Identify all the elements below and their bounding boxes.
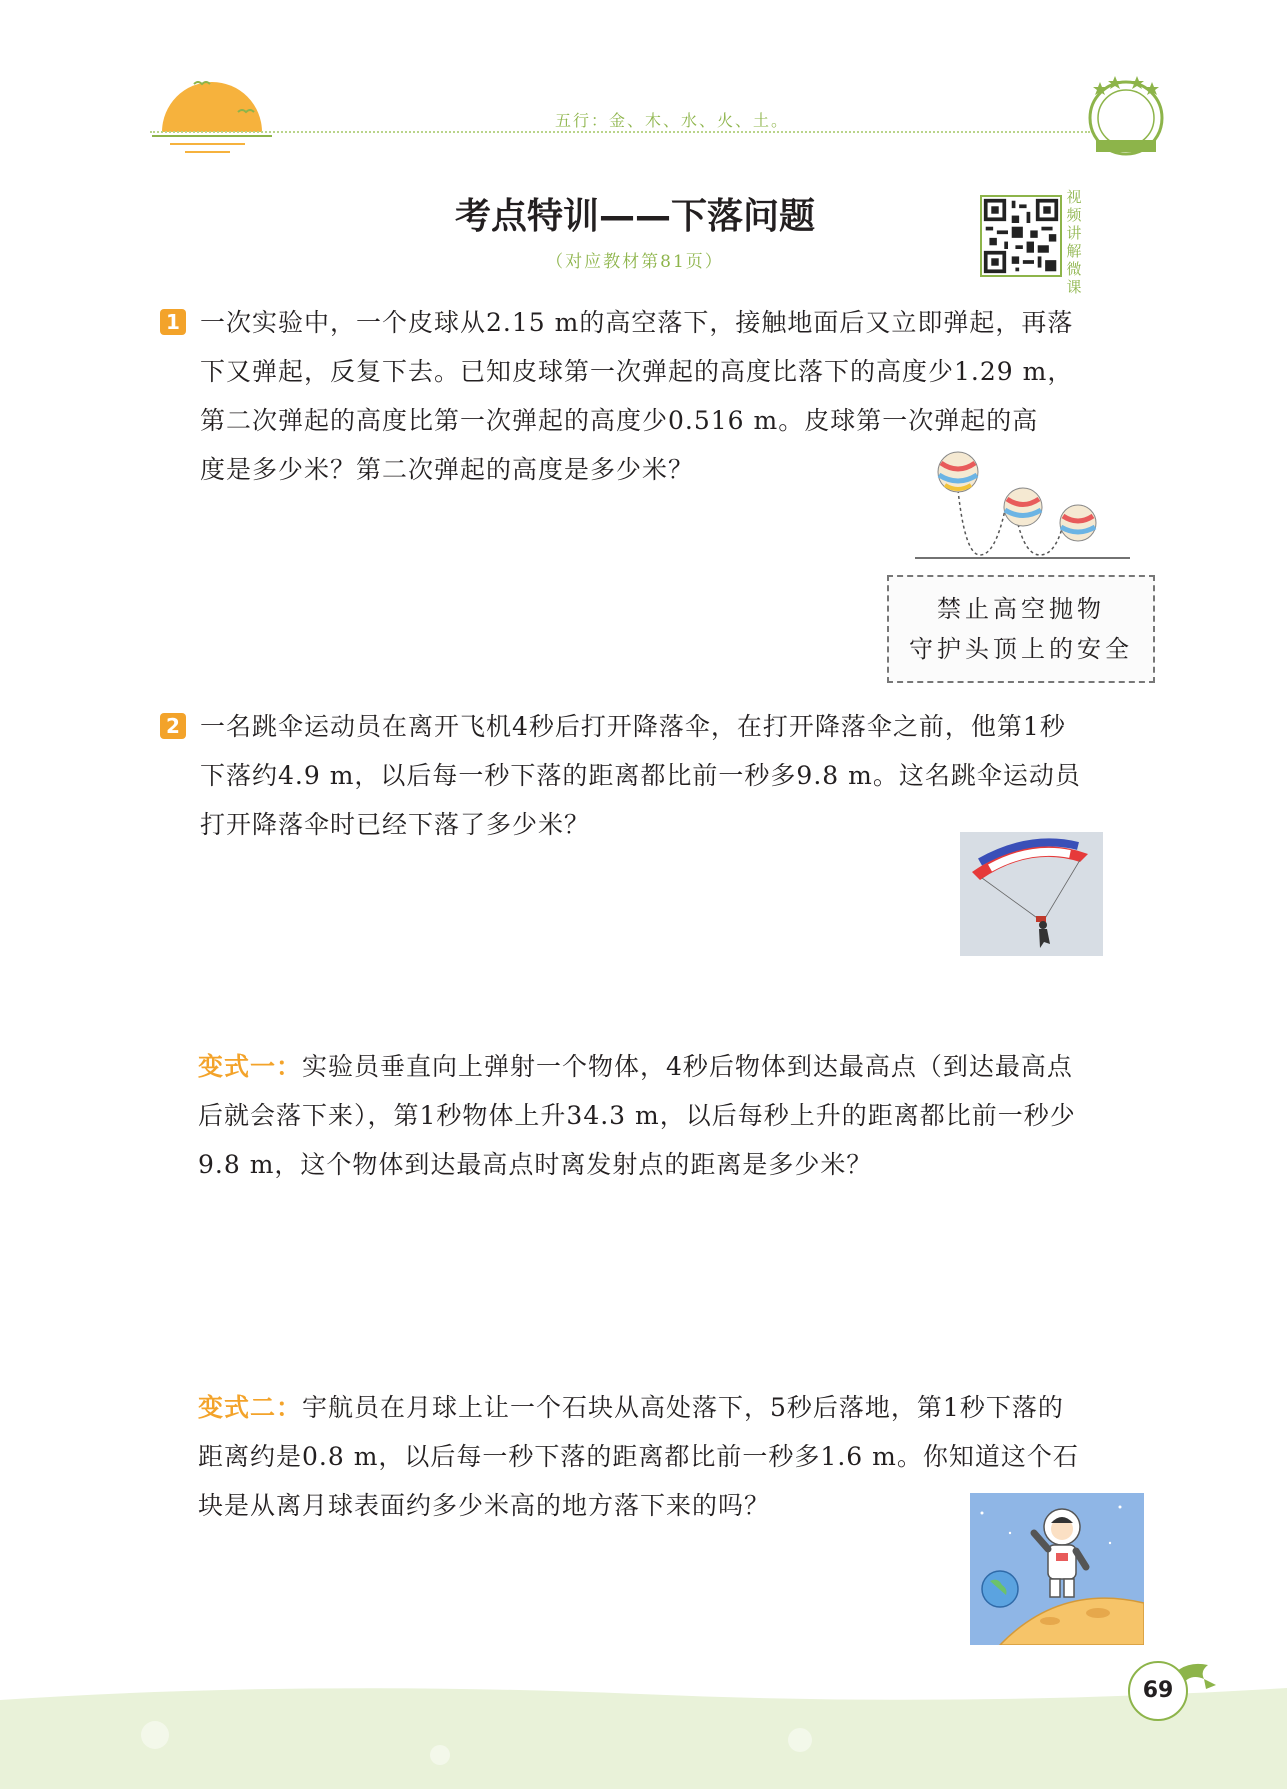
- parachutist-photo: [960, 832, 1103, 956]
- header-divider: [150, 131, 1090, 133]
- page-subtitle: （对应教材第81页）: [546, 252, 724, 272]
- sign-line-2: 守护头顶上的安全: [909, 635, 1133, 663]
- sunset-icon: [150, 70, 275, 160]
- variant-2-text: 变式二：宇航员在月球上让一个石块从高处落下，5秒后落地，第1秒下落的 距离约是0.8 m，以后每一秒下落的距离都比前一秒多1.6 m。你知道这个石 块是从离月球表面约多少米高的地方落下来的吗？: [198, 1393, 1079, 1520]
- variant-2-label: 变式二：: [198, 1393, 303, 1422]
- question-1-text: 一次实验中，一个皮球从2.15 m的高空落下，接触地面后又立即弹起，再落 下又弹起，反复下去。已知皮球第一次弹起的高度比落下的高度少1.29 m， 第二次弹起的高度比第一次弹起的高度少0.516 m。皮球第一次弹起的高 度是多少米？第二次弹起的高度是多少米？: [200, 308, 1074, 484]
- publisher-logo-icon: [1082, 70, 1170, 162]
- header-text: 五行：金、木、水、火、土。: [555, 111, 790, 130]
- question-number-badge: 2: [160, 713, 186, 739]
- variant-1-text: 变式一：实验员垂直向上弹射一个物体，4秒后物体到达最高点（到达最高点 后就会落下来），第1秒物体上升34.3 m，以后每秒上升的距离都比前一秒少 9.8 m，这个物体到达最高点时离发射点的距离是多少米？: [198, 1052, 1076, 1179]
- question-2-text: 一名跳伞运动员在离开飞机4秒后打开降落伞，在打开降落伞之前，他第1秒 下落约4.9 m，以后每一秒下落的距离都比前一秒多9.8 m。这名跳伞运动员 打开降落伞时已经下落了多少米？: [200, 712, 1081, 839]
- bouncing-ball-illustration: [905, 445, 1135, 565]
- footer-decoration: [0, 1680, 1287, 1789]
- video-lesson-label: 视 频 讲 解 微 课: [1066, 188, 1082, 296]
- ball-icon: [1060, 505, 1096, 541]
- safety-sign: [887, 575, 1155, 683]
- question-number-badge: 1: [160, 309, 186, 335]
- astronaut-illustration: [970, 1493, 1144, 1645]
- sign-line-1: 禁止高空抛物: [937, 595, 1105, 623]
- variant-1-label: 变式一：: [198, 1052, 303, 1081]
- page-number: 69: [1128, 1661, 1188, 1721]
- page-title: 考点特训——下落问题: [454, 196, 815, 237]
- ball-icon: [938, 452, 978, 492]
- qr-code-icon[interactable]: [980, 195, 1062, 277]
- ball-icon: [1004, 488, 1042, 526]
